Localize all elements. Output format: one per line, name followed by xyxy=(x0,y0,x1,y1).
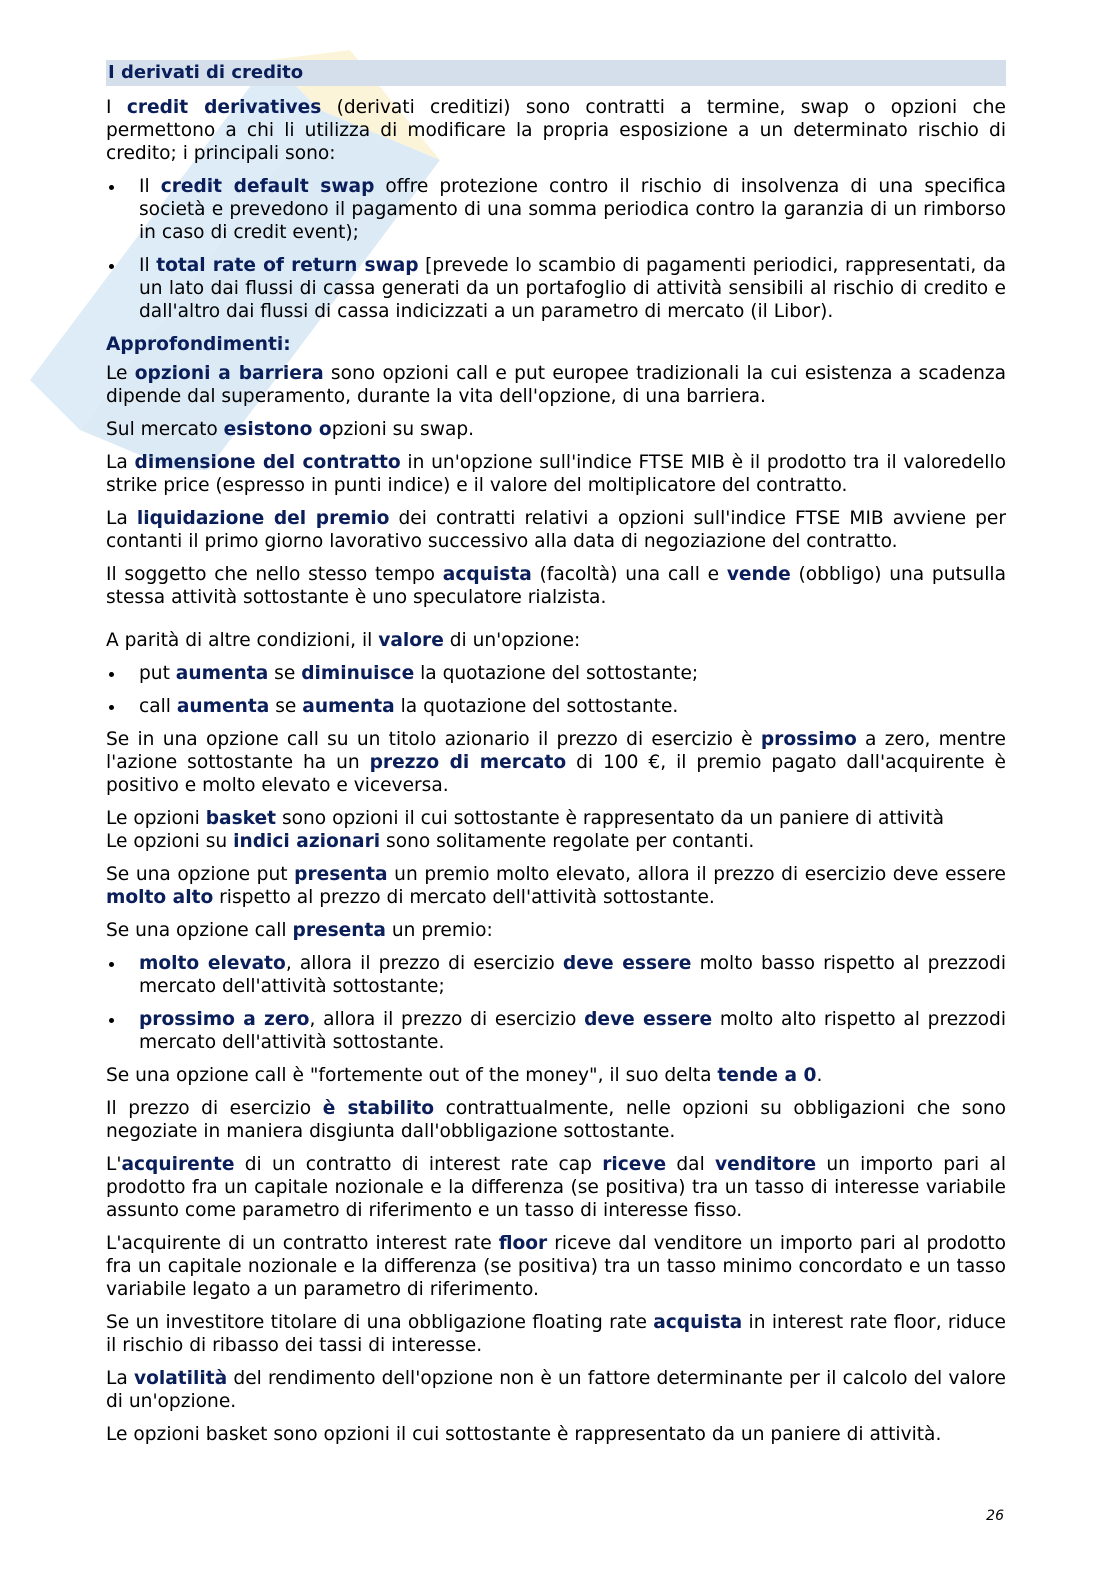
paragraph-call-zero: Se in una opzione call su un titolo azionario il prezzo di esercizio è prossimo a zero, mentre l'azione sottostante ha un prezzo di mercato di 100 €, il premio pagato dall'acquirente è positivo e molto elevato e viceversa. xyxy=(106,729,1006,796)
paragraph-call-presenta: Se una opzione call presenta un premio: xyxy=(106,920,493,941)
paragraph-delta: Se una opzione call è "fortemente out of the money", il suo delta tende a 0. xyxy=(106,1065,823,1086)
page-number: 26 xyxy=(986,1508,1004,1524)
paragraph-basket-2: Le opzioni basket sono opzioni il cui sottostante è rappresentato da un paniere di attività. xyxy=(106,1424,942,1445)
page-content xyxy=(106,60,1006,1456)
list-item: Il total rate of return swap [prevede lo scambio di pagamenti periodici, rappresentati, da un lato dai flussi di cassa generati da un portafoglio di attività sensibili al rischio di credito e dall'altro dai flussi di cassa indicizzati a un parametro di mercato (il Libor). xyxy=(106,254,1006,323)
list-item: call aumenta se aumenta la quotazione del sottostante. xyxy=(106,695,1006,718)
paragraph-cap: L'acquirente di un contratto di interest rate cap riceve dal venditore un importo pari al prodotto fra un capitale nozionale e la differenza (se positiva) tra un tasso di interesse variabile assunto come parametro di riferimento e un tasso di interesse fisso. xyxy=(106,1154,1007,1221)
section-heading: I derivati di credito xyxy=(106,60,1006,86)
paragraph-put-presenta: Se una opzione put presenta un premio molto elevato, allora il prezzo di esercizio deve essere molto alto rispetto al prezzo di mercato dell'attività sottostante. xyxy=(106,864,1006,908)
list-item: put aumenta se diminuisce la quotazione del sottostante; xyxy=(106,662,1006,685)
paragraph-investitore: Se un investitore titolare di una obbligazione floating rate acquista in interest rate floor, riduce il rischio di ribasso dei tassi di interesse. xyxy=(106,1312,1006,1356)
paragraph-floor: L'acquirente di un contratto interest rate floor riceve dal venditore un importo pari al prodotto fra un capitale nozionale e la differenza (se positiva) tra un tasso minimo concordato e un tasso variabile legato a un parametro di riferimento. xyxy=(106,1233,1006,1300)
intro-paragraph: I credit derivatives (derivati creditizi) sono contratti a termine, swap o opzioni che permettono a chi li utilizza di modificare la propria esposizione a un determinato rischio di credito; i principali sono: xyxy=(106,97,1006,164)
paragraph-barriera: Le opzioni a barriera sono opzioni call e put europee tradizionali la cui esistenza a scadenza dipende dal superamento, durante la vita dell'opzione, di una barriera. xyxy=(106,363,1007,407)
paragraph-volatilita: La volatilità del rendimento dell'opzione non è un fattore determinante per il calcolo del valore di un'opzione. xyxy=(106,1368,1006,1412)
paragraph-basket: Le opzioni basket sono opzioni il cui sottostante è rappresentato da un paniere di attività Le opzioni su indici azionari sono solitamente regolate per contanti. xyxy=(106,808,945,852)
paragraph-liquidazione: La liquidazione del premio dei contratti relativi a opzioni sull'indice FTSE MIB avviene per contanti il primo giorno lavorativo successivo alla data di negoziazione del contratto. xyxy=(106,508,1006,552)
paragraph-parita: A parità di altre condizioni, il valore di un'opzione: xyxy=(106,630,581,651)
subheading: Approfondimenti: xyxy=(106,334,291,355)
credit-derivatives-list xyxy=(106,175,1006,323)
premium-list xyxy=(106,952,1006,1054)
paragraph-mercato: Sul mercato esistono opzioni su swap. xyxy=(106,419,475,440)
list-item: prossimo a zero, allora il prezzo di esercizio deve essere molto alto rispetto al prezzodi mercato dell'attività sottostante. xyxy=(106,1008,1006,1054)
paragraph-dimensione: La dimensione del contratto in un'opzione sull'indice FTSE MIB è il prodotto tra il valoredello strike price (espresso in punti indice) e il valore del moltiplicatore del contratto. xyxy=(106,452,1006,496)
list-item: molto elevato, allora il prezzo di esercizio deve essere molto basso rispetto al prezzodi mercato dell'attività sottostante; xyxy=(106,952,1006,998)
paragraph-stabilito: Il prezzo di esercizio è stabilito contrattualmente, nelle opzioni su obbligazioni che sono negoziate in maniera disgiunta dall'obbligazione sottostante. xyxy=(106,1098,1006,1142)
paragraph-soggetto: Il soggetto che nello stesso tempo acquista (facoltà) una call e vende (obbligo) una putsulla stessa attività sottostante è uno speculatore rialzista. xyxy=(106,564,1006,608)
option-value-list xyxy=(106,662,1006,718)
list-item: Il credit default swap offre protezione contro il rischio di insolvenza di una specifica società e prevedono il pagamento di una somma periodica contro la garanzia di un rimborso in caso di credit event); xyxy=(106,175,1006,244)
